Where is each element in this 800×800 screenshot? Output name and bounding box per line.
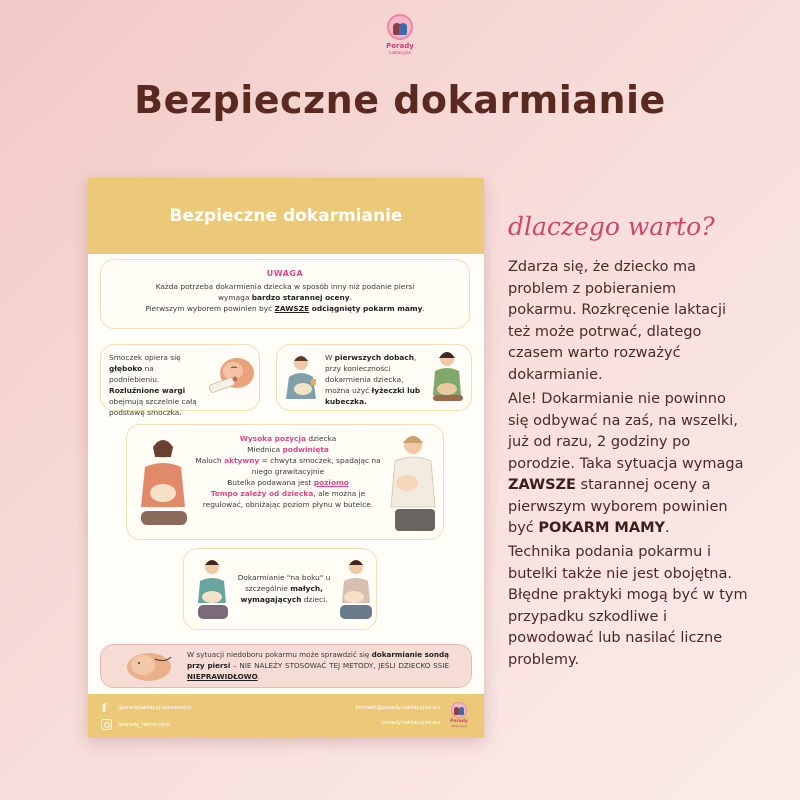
paced-feeding-text: Wysoka pozycja dziecka Miednica podwinięta Maluch aktywny = chwyta smoczek, spadając na niego grawitacyjnie Butelka podawana jest poziomo Tempo zależy od dziecka, ale można je regulować, obniżając poziom płynu w butelce. [195, 434, 381, 509]
footer-logo-sub: Laktacyjne [450, 724, 468, 728]
bottle-latch-text: Smoczek opiera się głęboko na podniebieniu. Rozluźnione wargi obejmują szczelnie całą podstawę smoczka. [109, 353, 197, 417]
uwaga-heading: UWAGA [266, 269, 304, 278]
uwaga-line1: Każda potrzeba dokarmienia dziecka w sposób inny niż podanie piersi [155, 282, 415, 291]
logo-name: Porady [386, 42, 414, 50]
instagram-icon [101, 719, 112, 730]
website-link[interactable]: porady-laktacyjne.eu [381, 720, 440, 726]
poster [88, 178, 484, 738]
paragraph-technique: Technika podania pokarmu i butelki także nie jest obojętna. Błędne praktyki mogą być w tym przypadku szkodliwe i powodować lub nasilać liczne problemy. [508, 544, 748, 668]
mother-spoon-illustration [427, 349, 469, 407]
logo-faces-icon [451, 702, 467, 718]
facebook-handle[interactable]: /poradylaktacyjnezwisiejcz [118, 705, 192, 711]
bottle-latch-card [100, 344, 260, 417]
brand-logo [372, 14, 428, 64]
side-lying-text: Dokarmianie "na boku" u szczególnie małych, wymagających dzieci. [237, 573, 331, 604]
mother-cup-illustration [281, 353, 325, 407]
paragraph-warning: Ale! Dokarmianie nie powinno się odbywać na zaś, na wszelki, już od razu, 2 godziny po porodzie. Taka sytuacja wymaga ZAWSZE starannej oceny a pierwszym wyborem powinien być POKARM MAMY. [508, 391, 744, 536]
paragraph-intro: Zdarza się, że dziecko ma problem z pobieraniem pokarmu. Rozkręcenie laktacji też może potrwać, dlatego czasem warto rozważyć dokarmianie. [508, 259, 727, 383]
poster-header [88, 178, 484, 254]
tube-feeding-text: W sytuacji niedoboru pokarmu może sprawdzić się dokarmianie sondą przy piersi – NIE NALEŻY STOSOWAĆ TEJ METODY, JEŚLI DZIECKO SSIE NIEPRAWIDŁOWO. [187, 650, 449, 681]
cup-spoon-text: W pierwszych dobach, przy konieczności dokarmienia dziecka, można użyć łyżeczki lub kubeczka. [325, 353, 421, 406]
mother-bottle-illustration [133, 435, 193, 531]
paced-feeding-card [126, 424, 444, 540]
poster-title: Bezpieczne dokarmianie [169, 206, 403, 226]
facebook-icon: f [102, 702, 107, 715]
uwaga-card [100, 259, 470, 329]
contact-email[interactable]: kontakt@porady-laktacyjne.eu [355, 705, 440, 711]
logo-faces-icon [387, 14, 413, 40]
logo-sub: Laktacyjne [389, 50, 411, 55]
side-lying-card [183, 548, 377, 630]
footer-logo-name: Porady [450, 719, 468, 724]
why-heading: dlaczego warto? [508, 212, 715, 241]
footer-logo [446, 702, 472, 730]
cup-spoon-card [276, 344, 472, 411]
caregiver-bottle-illustration [381, 431, 441, 535]
tube-feeding-illustration [121, 649, 177, 685]
poster-footer [88, 694, 484, 738]
tube-feeding-card [100, 644, 472, 688]
poster-body [88, 254, 484, 694]
instagram-handle[interactable]: /porady_laktacyjne [118, 722, 171, 728]
side-lying-illustration-left [192, 557, 234, 625]
side-lying-illustration-right [334, 557, 376, 625]
baby-bottle-illustration [209, 349, 259, 407]
page-title: Bezpieczne dokarmianie [134, 78, 666, 122]
uwaga-line2: wymaga bardzo starannej oceny. [218, 293, 352, 302]
uwaga-line3: Pierwszym wyborem powinien być ZAWSZE odciągnięty pokarm mamy. [145, 304, 425, 313]
